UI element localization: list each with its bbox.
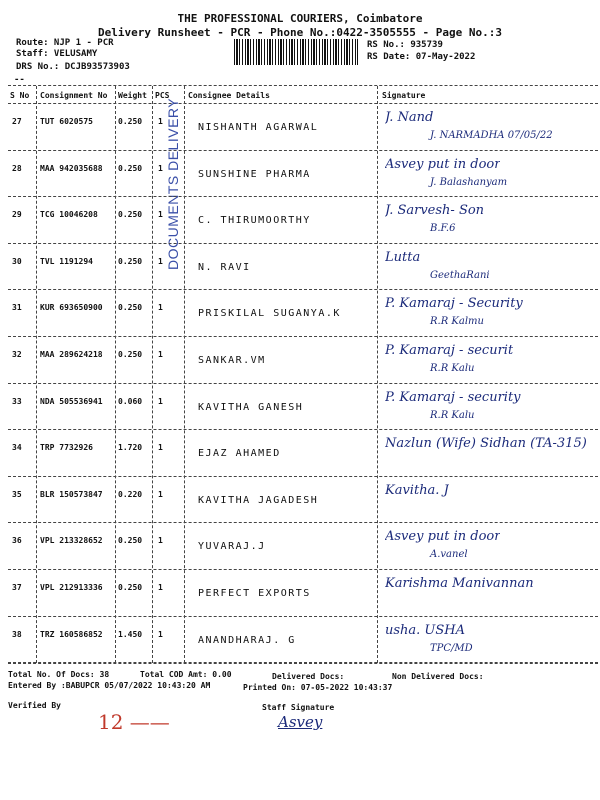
col-sno: S No [10, 91, 30, 100]
row-pcs: 1 [158, 210, 163, 220]
row-pcs: 1 [158, 350, 163, 359]
rs-date: RS Date: 07-May-2022 [367, 52, 476, 62]
row-signature: P. Kamaraj - securit [385, 343, 514, 358]
row-pcs: 1 [158, 536, 163, 546]
verified-by-label: Verified By [8, 701, 61, 710]
footer-rule [8, 663, 598, 664]
table-row [0, 617, 600, 664]
row-signature: Lutta [385, 249, 421, 265]
documents-delivery-stamp: DOCUMENTS DELIVERY [165, 97, 181, 270]
row-signature-note: J. NARMADHA 07/05/22 [430, 130, 553, 141]
rs-number: RS No.: 935739 [367, 40, 443, 50]
row-sno: 29 [12, 210, 22, 220]
row-consignee: KAVITHA JAGADESH [198, 494, 319, 506]
total-cod: Total COD Amt: 0.00 [140, 670, 232, 679]
row-signature: usha. USHA [385, 622, 466, 638]
row-consignment: TRP 7732926 [40, 443, 93, 453]
row-weight: 0.250 [118, 583, 143, 592]
col-pcs: PCS [155, 91, 170, 100]
runsheet-subtitle: Delivery Runsheet - PCR - Phone No.:0422-3505555 - Page No.:3 [98, 26, 502, 39]
row-consignment: VPL 213328652 [40, 536, 103, 546]
row-weight: 0.250 [118, 303, 143, 313]
row-weight: 0.250 [118, 163, 143, 173]
dash-mark: -- [14, 75, 25, 85]
row-signature: Nazlun (Wife) Sidhan (TA-315) [385, 436, 587, 452]
row-consignment: TCG 10046208 [40, 210, 98, 220]
row-signature: P. Kamaraj - security [385, 389, 521, 405]
row-consignee: SUNSHINE PHARMA [198, 168, 311, 180]
table-row [0, 197, 600, 244]
row-signature: Asvey put in door [385, 156, 501, 172]
non-delivered-docs: Non Delivered Docs: [392, 672, 484, 681]
table-row [0, 244, 600, 291]
staff-label: Staff: VELUSAMY [16, 49, 98, 59]
row-signature: Kavitha. J [385, 482, 449, 498]
row-sno: 32 [12, 350, 22, 359]
row-sno: 28 [12, 163, 22, 173]
company-title: THE PROFESSIONAL COURIERS, Coimbatore [177, 12, 423, 25]
row-weight: 0.250 [118, 117, 143, 126]
col-signature: Signature [382, 91, 426, 100]
row-consignment: NDA 505536941 [40, 396, 103, 406]
row-signature: Asvey put in door [385, 529, 501, 545]
header-top-rule [8, 85, 598, 86]
row-consignee: PERFECT EXPORTS [198, 588, 311, 599]
row-pcs: 1 [158, 163, 163, 173]
row-consignment: BLR 150573847 [40, 489, 103, 499]
row-consignment: MAA 942035688 [40, 163, 103, 173]
row-signature: J. Sarvesh- Son [385, 203, 485, 219]
row-signature-note: A.vanel [430, 549, 468, 561]
row-consignment: VPL 212913336 [40, 583, 103, 592]
row-signature-note: R.R Kalmu [430, 316, 484, 328]
table-row [0, 430, 600, 477]
verified-mark: 12 —— [98, 710, 170, 734]
row-pcs: 1 [158, 443, 163, 453]
row-signature: J. Nand [385, 110, 434, 125]
table-row [0, 290, 600, 337]
row-consignee: KAVITHA GANESH [198, 401, 304, 413]
row-sno: 34 [12, 443, 22, 453]
row-weight: 0.060 [118, 396, 143, 406]
row-weight: 0.220 [118, 489, 143, 499]
printed-on: Printed On: 07-05-2022 10:43:37 [243, 683, 393, 692]
row-consignment: TRZ 160586852 [40, 629, 103, 639]
row-weight: 1.450 [118, 629, 143, 639]
table-row [0, 523, 600, 570]
row-weight: 0.250 [118, 536, 143, 546]
route-label: Route: NJP 1 - PCR [16, 38, 114, 48]
row-consignment: TUT 6020575 [40, 117, 93, 126]
row-signature-note: J. Balashanyam [430, 176, 508, 188]
row-signature-note: GeethaRani [430, 269, 490, 281]
table-row [0, 337, 600, 384]
row-sno: 37 [12, 583, 22, 592]
staff-signature-label: Staff Signature [262, 703, 335, 712]
row-sno: 38 [12, 629, 22, 639]
row-consignee: ANANDHARAJ. G [198, 634, 296, 646]
row-consignee: C. THIRUMOORTHY [198, 215, 311, 227]
row-consignee: EJAZ AHAMED [198, 448, 281, 460]
row-sno: 31 [12, 303, 22, 313]
staff-signature-scribble: Asvey [278, 713, 323, 731]
row-signature-note: R.R Kalu [430, 409, 475, 421]
row-signature-note: B.F.6 [430, 223, 456, 235]
row-pcs: 1 [158, 117, 163, 126]
barcode [234, 39, 358, 65]
col-weight: Weight [118, 91, 147, 100]
row-consignee: SANKAR.VM [198, 355, 266, 366]
row-consignment: MAA 289624218 [40, 350, 103, 359]
row-pcs: 1 [158, 489, 163, 499]
table-row [0, 151, 600, 198]
row-sno: 35 [12, 489, 22, 499]
drs-number: DRS No.: DCJB93573903 [16, 62, 130, 72]
row-signature-note: TPC/MD [430, 642, 473, 654]
row-weight: 1.720 [118, 443, 143, 453]
row-pcs: 1 [158, 629, 163, 639]
table-row [0, 104, 600, 151]
table-row [0, 570, 600, 617]
table-row [0, 477, 600, 524]
entered-by: Entered By :BABUPCR 05/07/2022 10:43:20 AM [8, 681, 211, 690]
table-row [0, 384, 600, 431]
col-consignee: Consignee Details [188, 91, 270, 100]
row-consignee: N. RAVI [198, 261, 251, 273]
row-consignment: KUR 693650900 [40, 303, 103, 313]
col-consignment: Consignment No [40, 91, 108, 100]
row-weight: 0.250 [118, 350, 143, 359]
row-pcs: 1 [158, 396, 163, 406]
row-signature: Karishma Manivannan [385, 576, 534, 591]
row-consignee: PRISKILAL SUGANYA.K [198, 308, 341, 320]
row-consignee: NISHANTH AGARWAL [198, 122, 319, 133]
row-pcs: 1 [158, 256, 163, 266]
row-sno: 30 [12, 256, 22, 266]
row-consignment: TVL 1191294 [40, 256, 93, 266]
row-sno: 33 [12, 396, 22, 406]
row-sno: 36 [12, 536, 22, 546]
total-docs: Total No. Of Docs: 38 [8, 670, 110, 679]
row-pcs: 1 [158, 583, 163, 592]
row-sno: 27 [12, 117, 22, 126]
row-signature-note: R.R Kalu [430, 363, 475, 374]
delivered-docs: Delivered Docs: [272, 672, 345, 681]
row-weight: 0.250 [118, 210, 143, 220]
row-pcs: 1 [158, 303, 163, 313]
row-consignee: YUVARAJ.J [198, 541, 266, 553]
row-signature: P. Kamaraj - Security [385, 296, 523, 312]
row-weight: 0.250 [118, 256, 143, 266]
